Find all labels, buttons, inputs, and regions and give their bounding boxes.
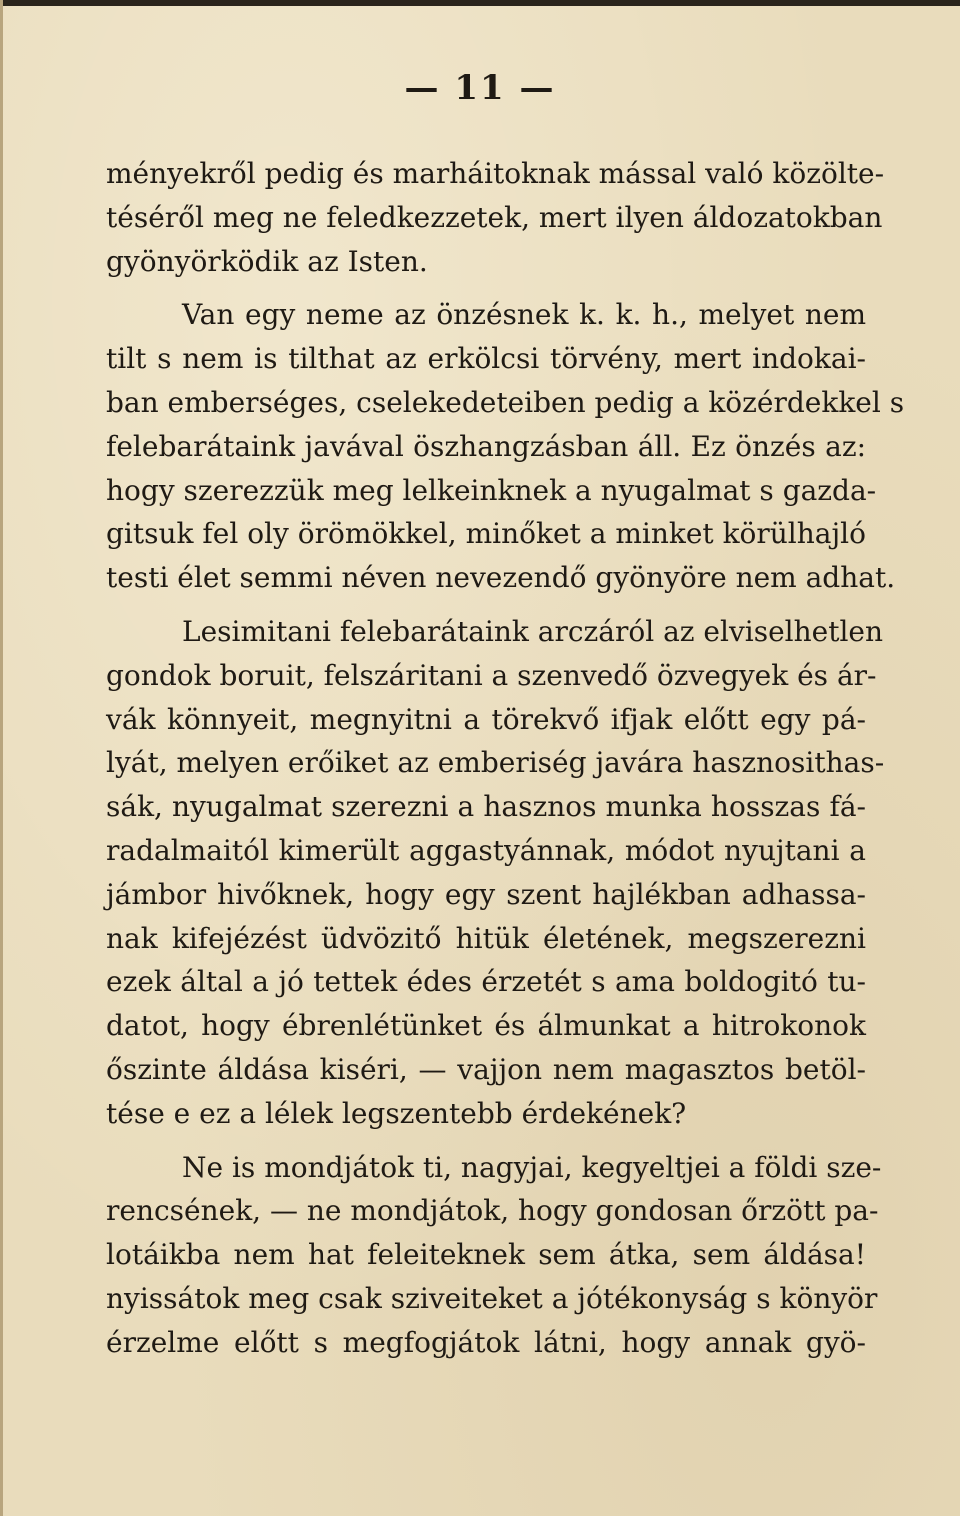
- text-line: érzelme előtt s megfogjátok látni, hogy annak gyö-: [106, 1325, 866, 1359]
- text-line: téséről meg ne feledkezzetek, mert ilyen áldozatokban: [106, 200, 883, 234]
- text-line: őszinte áldása kiséri, — vajjon nem magasztos betöl-: [106, 1052, 866, 1086]
- text-line: Lesimitani felebarátaink arczáról az elviselhetlen: [182, 614, 884, 648]
- text-line: Van egy neme az önzésnek k. k. h., melyet nem: [182, 298, 866, 332]
- paragraph: [106, 610, 885, 1136]
- body-text: [106, 152, 905, 1365]
- text-line: testi élet semmi néven nevezendő gyönyöre nem adhat.: [106, 561, 896, 595]
- text-line: nyissátok meg csak sziveiteket a jótékonyság s könyör: [106, 1281, 878, 1315]
- page-edge-top: [0, 0, 960, 6]
- text-line: nak kifejézést üdvözitő hitük életének, megszerezni: [106, 921, 866, 955]
- text-line: gitsuk fel oly örömökkel, minőket a minket körülhajló: [106, 517, 866, 551]
- text-line: ményekről pedig és marháitoknak mással való közölte-: [106, 157, 885, 190]
- text-line: datot, hogy ébrenlétünket és álmunkat a hitrokonok: [106, 1009, 866, 1043]
- page-number: — 11 —: [404, 68, 556, 108]
- text-line: hogy szerezzük meg lelkeinknek a nyugalmat s gazda-: [106, 473, 877, 507]
- text-line: jámbor hivőknek, hogy egy szent hajlékban adhassa-: [106, 877, 866, 911]
- paragraph: [106, 152, 885, 283]
- text-line: tilt s nem is tilthat az erkölcsi törvény, mert indokai-: [106, 342, 866, 376]
- paragraph: [106, 1146, 882, 1365]
- text-line: sák, nyugalmat szerezni a hasznos munka hosszas fá-: [106, 790, 866, 824]
- text-line: Ne is mondjátok ti, nagyjai, kegyeltjei a földi sze-: [182, 1150, 882, 1184]
- paragraph: [106, 293, 905, 600]
- text-line: lyát, melyen erőiket az emberiség javára hasznosithas-: [106, 746, 885, 780]
- text-line: radalmaitól kimerült aggastyánnak, módot nyujtani a: [106, 833, 866, 867]
- page-edge-left: [0, 0, 3, 1516]
- text-line: vák könnyeit, megnyitni a törekvő ifjak előtt egy pá-: [106, 702, 866, 736]
- text-line: ezek által a jó tettek édes érzetét s ama boldogitó tu-: [106, 965, 866, 999]
- text-line: felebarátaink javával öszhangzásban áll. Ez önzés az:: [106, 429, 866, 463]
- text-line: tése e ez a lélek legszentebb érdekének?: [106, 1096, 687, 1130]
- text-line: gondok boruit, felszáritani a szenvedő özvegyek és ár-: [106, 658, 877, 692]
- text-line: lotáikba nem hat feleiteknek sem átka, sem áldása!: [106, 1238, 866, 1272]
- text-line: ban emberséges, cselekedeteiben pedig a közérdekkel s: [106, 385, 905, 419]
- text-line: rencsének, — ne mondjátok, hogy gondosan őrzött pa-: [106, 1194, 879, 1228]
- text-line: gyönyörködik az Isten.: [106, 244, 428, 278]
